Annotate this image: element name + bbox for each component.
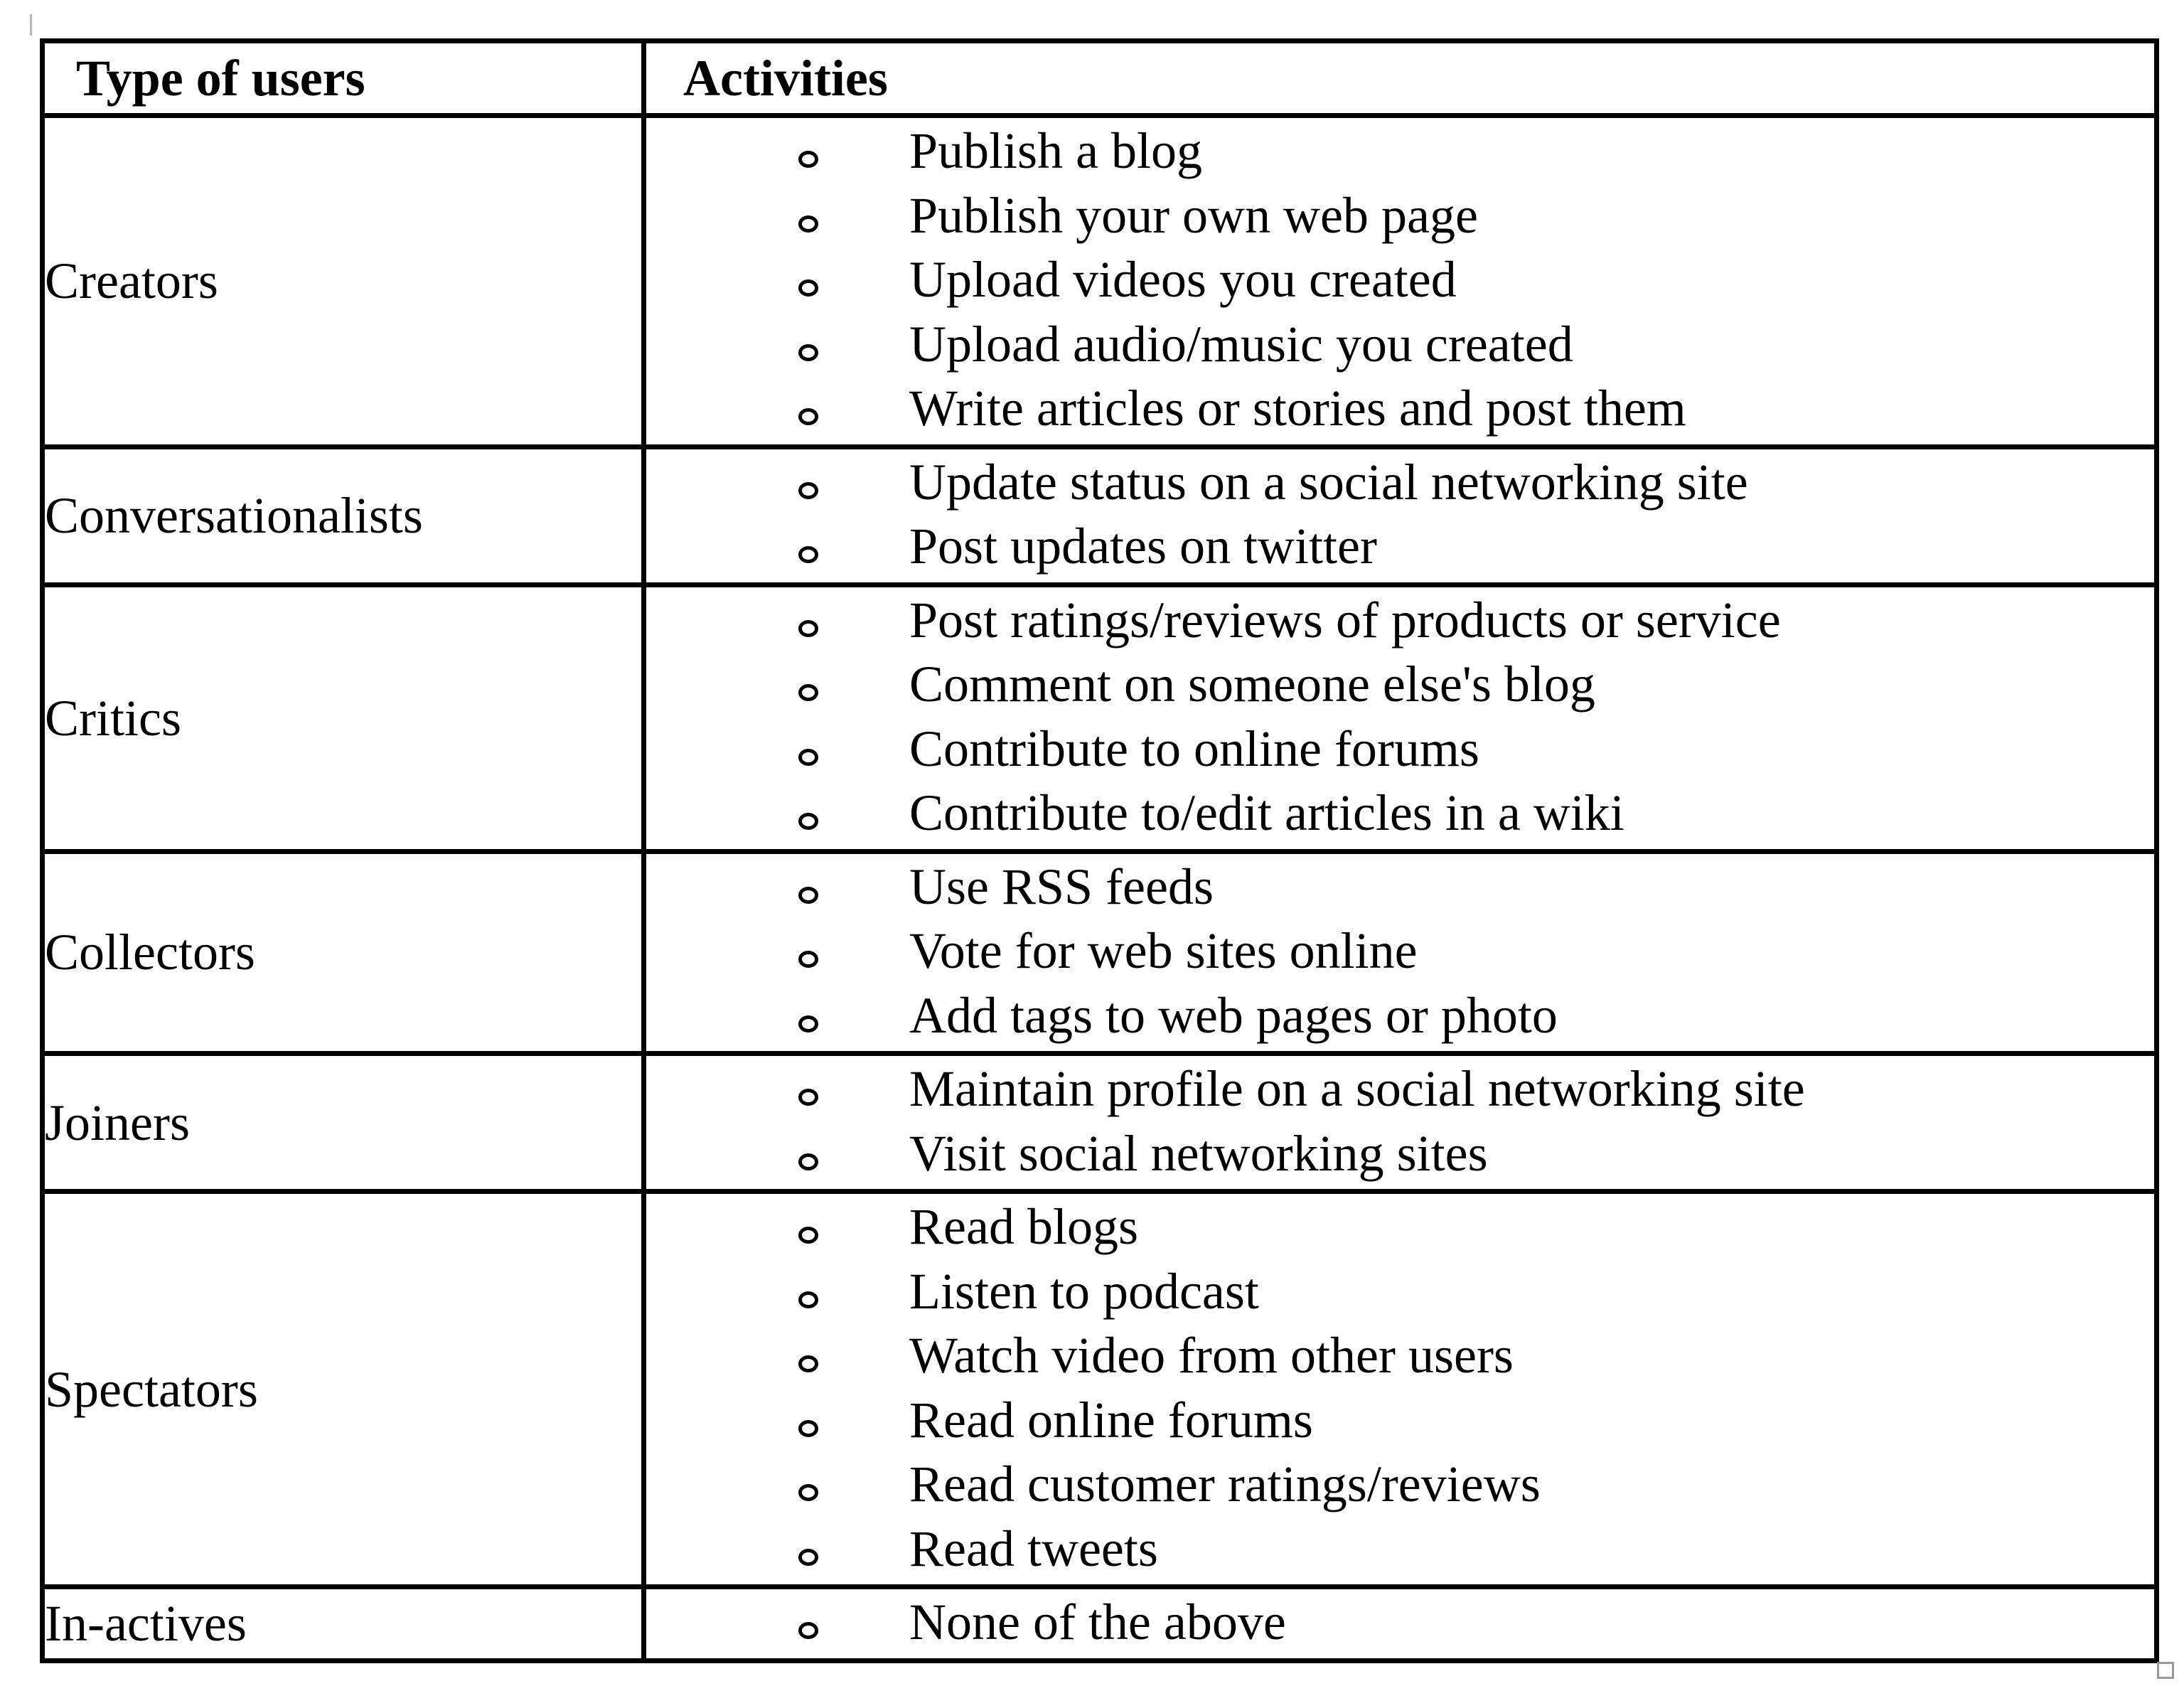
header-type-of-users: Type of users — [43, 41, 644, 116]
table-row — [43, 1192, 2157, 1587]
hollow-circle-bullet-icon — [798, 482, 818, 499]
hollow-circle-bullet-icon — [798, 1355, 818, 1372]
list-item — [646, 1591, 2154, 1655]
list-item — [646, 1389, 2154, 1453]
activity-text: Read online forums — [909, 1391, 1313, 1448]
hollow-circle-bullet-icon — [798, 215, 818, 233]
list-item — [646, 313, 2154, 378]
user-types-table — [40, 38, 2159, 1663]
hollow-circle-bullet-icon — [798, 684, 818, 701]
table-row — [43, 1587, 2157, 1661]
list-item — [646, 919, 2154, 984]
activity-text: Watch video from other users — [909, 1327, 1514, 1384]
activity-text: Listen to podcast — [909, 1262, 1259, 1320]
hollow-circle-bullet-icon — [798, 546, 818, 563]
hollow-circle-bullet-icon — [798, 749, 818, 766]
user-type-cell: Spectators — [43, 1192, 644, 1587]
hollow-circle-bullet-icon — [798, 1484, 818, 1501]
list-item — [646, 515, 2154, 580]
activity-text: None of the above — [909, 1594, 1286, 1650]
list-item — [646, 717, 2154, 782]
activity-text: Maintain profile on a social networking site — [909, 1060, 1805, 1117]
activity-text: Upload videos you created — [909, 251, 1457, 308]
user-type-cell: Conversationalists — [43, 447, 644, 585]
activity-text: Upload audio/music you created — [909, 315, 1573, 373]
activity-text: Read tweets — [909, 1520, 1158, 1577]
activity-text: Post updates on twitter — [909, 518, 1377, 575]
activity-text: Publish a blog — [909, 122, 1203, 179]
hollow-circle-bullet-icon — [798, 620, 818, 637]
activities-cell — [644, 447, 2157, 585]
activities-cell — [644, 585, 2157, 851]
activity-text: Update status on a social networking site — [909, 453, 1748, 511]
user-type-cell: Joiners — [43, 1054, 644, 1192]
activity-text: Contribute to online forums — [909, 720, 1479, 777]
hollow-circle-bullet-icon — [798, 1420, 818, 1437]
activity-text: Read blogs — [909, 1198, 1138, 1255]
list-item — [646, 377, 2154, 442]
hollow-circle-bullet-icon — [798, 151, 818, 168]
activities-cell — [644, 1587, 2157, 1661]
activity-text: Use RSS feeds — [909, 858, 1214, 915]
activities-list — [646, 1589, 2154, 1658]
hollow-circle-bullet-icon — [798, 813, 818, 830]
activities-list — [646, 587, 2154, 849]
activity-text: Publish your own web page — [909, 186, 1478, 244]
list-item — [646, 781, 2154, 846]
list-item — [646, 589, 2154, 653]
header-row — [43, 41, 2157, 116]
hollow-circle-bullet-icon — [798, 408, 818, 425]
table-row — [43, 116, 2157, 447]
list-item — [646, 119, 2154, 184]
user-type-cell: Collectors — [43, 851, 644, 1054]
list-item — [646, 1324, 2154, 1389]
list-item — [646, 1517, 2154, 1582]
activities-cell — [644, 1192, 2157, 1587]
table-resize-handle[interactable] — [2157, 1662, 2174, 1679]
list-item — [646, 855, 2154, 920]
activities-list — [646, 854, 2154, 1052]
list-item — [646, 984, 2154, 1049]
user-type-cell: Critics — [43, 585, 644, 851]
hollow-circle-bullet-icon — [798, 279, 818, 297]
activities-list — [646, 1056, 2154, 1189]
hollow-circle-bullet-icon — [798, 1089, 818, 1106]
activities-list — [646, 1194, 2154, 1584]
activity-text: Post ratings/reviews of products or service — [909, 591, 1781, 649]
hollow-circle-bullet-icon — [798, 1153, 818, 1170]
hollow-circle-bullet-icon — [798, 887, 818, 904]
activity-text: Contribute to/edit articles in a wiki — [909, 784, 1624, 841]
list-item — [646, 1453, 2154, 1517]
activities-cell — [644, 116, 2157, 447]
table-container — [40, 38, 2154, 1663]
activity-text: Add tags to web pages or photo — [909, 986, 1558, 1044]
list-item — [646, 1195, 2154, 1260]
header-activities: Activities — [644, 41, 2157, 116]
list-item — [646, 184, 2154, 249]
user-type-cell: In-actives — [43, 1587, 644, 1661]
activities-list — [646, 118, 2154, 444]
table-row — [43, 851, 2157, 1054]
hollow-circle-bullet-icon — [798, 1291, 818, 1308]
table-row — [43, 585, 2157, 851]
list-item — [646, 1260, 2154, 1325]
activities-cell — [644, 1054, 2157, 1192]
activity-text: Comment on someone else's blog — [909, 656, 1595, 713]
activities-cell — [644, 851, 2157, 1054]
list-item — [646, 1057, 2154, 1122]
hollow-circle-bullet-icon — [798, 1015, 818, 1033]
hollow-circle-bullet-icon — [798, 344, 818, 361]
hollow-circle-bullet-icon — [798, 1549, 818, 1566]
user-type-cell: Creators — [43, 116, 644, 447]
hollow-circle-bullet-icon — [798, 951, 818, 968]
list-item — [646, 653, 2154, 717]
activity-text: Visit social networking sites — [909, 1124, 1488, 1182]
activities-list — [646, 449, 2154, 582]
list-item — [646, 1122, 2154, 1187]
list-item — [646, 451, 2154, 516]
hollow-circle-bullet-icon — [798, 1622, 818, 1639]
table-row — [43, 447, 2157, 585]
list-item — [646, 248, 2154, 313]
activity-text: Write articles or stories and post them — [909, 380, 1686, 437]
table-row — [43, 1054, 2157, 1192]
text-cursor-mark — [30, 14, 32, 36]
activity-text: Read customer ratings/reviews — [909, 1456, 1541, 1512]
table-body — [43, 116, 2157, 1661]
activity-text: Vote for web sites online — [909, 922, 1418, 979]
hollow-circle-bullet-icon — [798, 1227, 818, 1244]
